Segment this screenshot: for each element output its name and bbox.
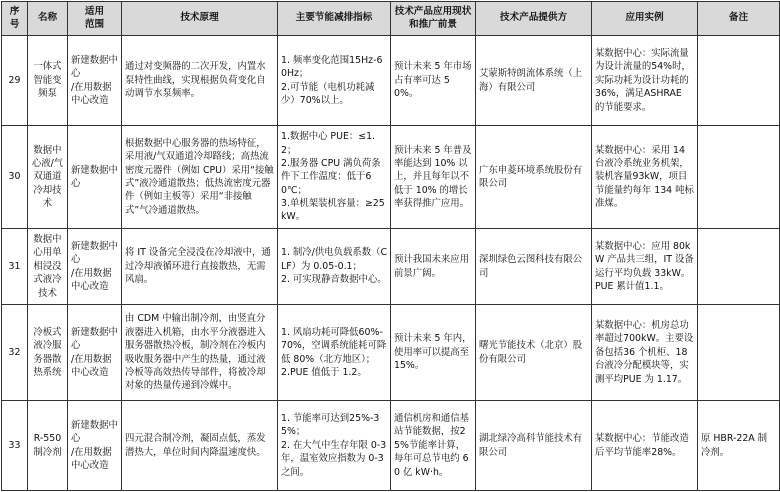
indicator-line: 1. 制冷/供电负载系数（CLF）为 0.05-0.1； xyxy=(281,247,388,272)
scope-line: 新建数据中心 xyxy=(71,326,118,352)
provider: 曙光节能技术（北京）股份有限公司 xyxy=(476,305,592,401)
application-example: 某数据中心：采用 14 台液冷系统业务机架，装机容量93kW，项目节能量约每年 134 吨标准煤。 xyxy=(592,126,698,229)
technical-principle: 将 IT 设备完全浸没在冷却液中，通过冷却液循环进行直接散热，无需风扇。 xyxy=(122,229,278,305)
remark xyxy=(698,126,780,229)
promotion-outlook: 预计我国未来应用前景广阔。 xyxy=(391,229,476,305)
provider: 艾蒙斯特朗流体系统（上海）有限公司 xyxy=(476,36,592,126)
scope-line: 新建数据中心 xyxy=(71,240,118,266)
table-row xyxy=(2,401,780,491)
header-indicators: 主要节能减排指标 xyxy=(278,2,391,36)
header-scope-line: 适用 xyxy=(84,5,105,17)
promotion-outlook: 预计未来 5 年普及率能达到 10% 以上，并且每年以不低于 10% 的增长率获得推广应用。 xyxy=(391,126,476,229)
technical-principle: 四元混合制冷剂，凝固点低，蒸发潜热大，单位时间内降温速度快。 xyxy=(122,401,278,491)
promotion-outlook: 预计未来 5 年内，使用率可以提高至15%。 xyxy=(391,305,476,401)
indicator-line: 3.单机架装机容量：≥25kW。 xyxy=(281,198,385,223)
header-principle: 技术原理 xyxy=(122,2,278,36)
header-example: 应用实例 xyxy=(592,2,698,36)
table-row xyxy=(2,305,780,401)
application-example: 某数据中心：节能改造后平均节能率28%。 xyxy=(592,401,698,491)
provider: 广东申菱环境系统股份有限公司 xyxy=(476,126,592,229)
technical-principle: 通过对变频器的二次开发，内置水泵特性曲线，实现根据负荷变化自动调节水泵频率。 xyxy=(122,36,278,126)
energy-indicators xyxy=(278,36,391,126)
indicator-line: 1. 节能率可达到25%-35%； xyxy=(281,413,380,438)
indicator-line: 2. 在大气中生存年限 0-3年，温室效应指数为 0-3 之间。 xyxy=(281,439,387,478)
energy-indicators xyxy=(278,305,391,401)
application-scope xyxy=(68,305,122,401)
row-number: 33 xyxy=(2,401,28,491)
technical-principle: 由 CDM 中输出制冷剂，由竖直分液器进入机箱，由水平分液器进入服务器散热冷板，制冷剂在冷板内吸收服务器中产生的热量，通过液冷板等高效热传导部件，将被冷却对象的热量传递到冷媒中。 xyxy=(122,305,278,401)
header-no: 序号 xyxy=(2,2,28,36)
header-name: 名称 xyxy=(28,2,68,36)
indicator-line: 1.数据中心 PUE：≤1.2； xyxy=(281,131,376,156)
table-header-row xyxy=(2,2,780,36)
provider: 深圳绿色云图科技有限公司 xyxy=(476,229,592,305)
technology-name: R-550 制冷剂 xyxy=(28,401,68,491)
application-scope xyxy=(68,229,122,305)
energy-indicators xyxy=(278,126,391,229)
application-scope xyxy=(68,36,122,126)
application-example: 某数据中心：机房总功率超过700kW。主要设备包括36 个机柜、18 台液冷分配模块等，实测平均PUE 为 1.17。 xyxy=(592,305,698,401)
row-number: 31 xyxy=(2,229,28,305)
technology-name: 数据中心液/气双通道冷却技术 xyxy=(28,126,68,229)
promotion-outlook: 通信机房和通信基站节能数据，按25%节能率计算，每年可总节电约 60 亿 kW·h。 xyxy=(391,401,476,491)
technology-catalog-table xyxy=(1,1,780,491)
row-number: 30 xyxy=(2,126,28,229)
technology-name: 一体式智能变频泵 xyxy=(28,36,68,126)
header-scope xyxy=(68,2,122,36)
scope-line: /在用数据中心改造 xyxy=(71,81,112,106)
promotion-outlook: 预计未来 5 年市场占有率可达 50%。 xyxy=(391,36,476,126)
remark xyxy=(698,305,780,401)
technical-principle: 根据数据中心服务器的热场特征，采用液/气双通道冷却路线；高热流密度元器件（例如 CPU）采用“接触式”液冷通道散热；低热流密度元器件（例如主板等）采用“非接触式”气冷通道散热。 xyxy=(122,126,278,229)
technology-name: 数据中心用单相浸没式液冷技术 xyxy=(28,229,68,305)
scope-line: 新建数据中心 xyxy=(71,54,118,80)
row-number: 29 xyxy=(2,36,28,126)
scope-line: /在用数据中心改造 xyxy=(71,353,112,378)
indicator-line: 1. 风扇功耗可降低60%-70%，空调系统能耗可降低 80%（北方地区）； xyxy=(281,326,387,365)
table-row xyxy=(2,36,780,126)
remark: 原 HBR-22A 制冷剂。 xyxy=(698,401,780,491)
application-scope xyxy=(68,126,122,229)
indicator-line: 1. 频率变化范围15Hz-60Hz； xyxy=(281,54,383,80)
header-provider: 技术产品提供方 xyxy=(476,2,592,36)
indicator-line: 2.可节能（电机功耗减少）70%以上。 xyxy=(281,81,375,106)
application-example: 某数据中心：应用 80kW 产品共三组，IT 设备运行平均负载 33kW。PUE 累计值1.1。 xyxy=(592,229,698,305)
header-scope-line: 范围 xyxy=(84,18,105,30)
energy-indicators xyxy=(278,229,391,305)
remark xyxy=(698,229,780,305)
table-row xyxy=(2,126,780,229)
remark xyxy=(698,36,780,126)
indicator-line: 2.服务器 CPU 满负荷条件下工作温度：低于60℃； xyxy=(281,157,381,196)
header-remark: 备注 xyxy=(698,2,780,36)
scope-line: /在用数据中心改造 xyxy=(71,446,112,471)
provider: 湖北绿冷高科节能技术有限公司 xyxy=(476,401,592,491)
table-row xyxy=(2,229,780,305)
header-promotion xyxy=(391,2,476,36)
header-promotion-line: 和推广前景 xyxy=(409,18,457,30)
row-number: 32 xyxy=(2,305,28,401)
energy-indicators xyxy=(278,401,391,491)
scope-line: /在用数据中心改造 xyxy=(71,267,112,292)
indicator-line: 2.PUE 值低于 1.2。 xyxy=(281,366,367,378)
technology-name: 冷板式液冷服务器散热系统 xyxy=(28,305,68,401)
scope-line: 新建数据中心 xyxy=(71,419,118,445)
application-example: 某数据中心：实际流量为设计流量的54%时，实际功耗为设计功耗的 36%，满足ASHRAE 的节能要求。 xyxy=(592,36,698,126)
header-promotion-line: 技术产品应用现状 xyxy=(394,5,472,17)
scope-line: 新建数据中心 xyxy=(71,164,118,189)
application-scope xyxy=(68,401,122,491)
indicator-line: 2. 可实现静音数据中心。 xyxy=(281,274,387,286)
